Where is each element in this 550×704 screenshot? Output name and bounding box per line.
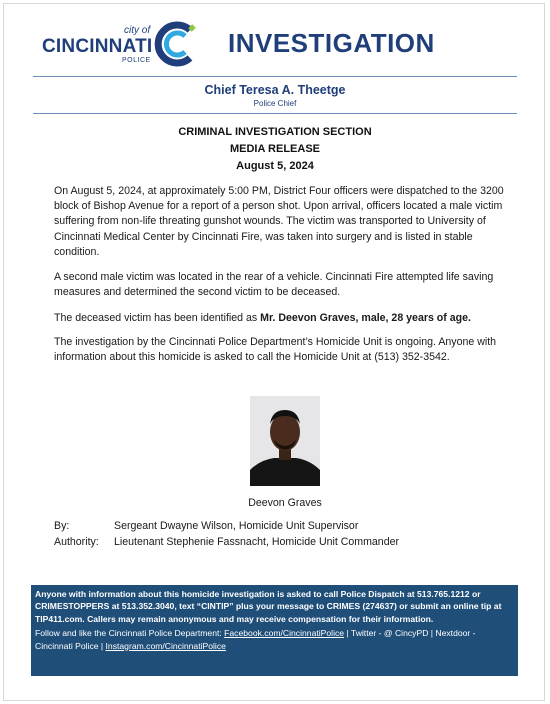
tip-instructions: Anyone with information about this homicide investigation is asked to call Police Dispatch at 513.765.1212 or CRIMESTOPPERS at 513.352.3040, text “CINTIP” plus your message to CRIMES (274637) or submit an online tip at TIP411.com. Callers may remain anonymous and may receive compensation for their information. (35, 589, 502, 624)
logo-city-of: city of (124, 25, 151, 36)
header-divider-top (33, 76, 517, 77)
victim-portrait-image (250, 396, 320, 486)
chief-name: Chief Teresa A. Theetge (204, 83, 346, 97)
release-type: MEDIA RELEASE (229, 143, 321, 155)
page-headline: INVESTIGATION (228, 28, 435, 58)
logo-police: POLICE (122, 57, 151, 64)
credit-authority-value: Lieutenant Stephenie Fassnacht, Homicide Unit Commander (114, 536, 400, 548)
follow-lead: Follow and like the Cincinnati Police Department: (35, 628, 225, 639)
chief-title: Police Chief (253, 99, 297, 108)
credit-authority-label: Authority: (54, 536, 99, 548)
facebook-link[interactable]: Facebook.com/CincinnatiPolice (224, 628, 345, 639)
identification-lead: The deceased victim has been identified as (54, 312, 261, 324)
paragraph-identification (54, 311, 516, 326)
instagram-link[interactable]: Instagram.com/CincinnatiPolice (105, 640, 226, 651)
twitter-nextdoor-text: | Twitter - @ CincyPD | Nextdoor - Cincinnati Police | (35, 628, 476, 651)
cincinnati-police-logo (42, 21, 202, 67)
victim-photo (250, 396, 320, 486)
photo-caption: Deevon Graves (248, 497, 322, 509)
credit-by-value: Sergeant Dwayne Wilson, Homicide Unit Supervisor (114, 520, 359, 532)
header-divider-bottom (33, 113, 517, 114)
victim-identity: Mr. Deevon Graves, male, 28 years of age. (260, 312, 471, 324)
tip-footer-box (31, 585, 518, 676)
credit-by-label: By: (54, 520, 70, 532)
release-date: August 5, 2024 (236, 160, 314, 172)
paragraph-second-victim-text: A second male victim was located in the rear of a vehicle. Cincinnati Fire attempted life saving measures and determined the second victim to be deceased. (54, 271, 494, 299)
logo-c-mark-icon (152, 21, 198, 67)
paragraph-investigation-text: The investigation by the Cincinnati Police Department’s Homicide Unit is ongoing. Anyone with information about this homicide is asked to call the Homicide Unit at (513) 352-3542. (54, 336, 497, 364)
section-title: CRIMINAL INVESTIGATION SECTION (178, 126, 372, 138)
paragraph-second-victim (54, 270, 516, 300)
paragraph-investigation (54, 335, 516, 365)
paragraph-incident-text: On August 5, 2024, at approximately 5:00 PM, District Four officers were dispatched to the 3200 block of Bishop Avenue for a report of a person shot. Upon arrival, officers located a male victim suffering from non-life threating gunshot wounds. The victim was transported to University of Cincinnati Medical Center by Cincinnati Fire, was taken into surgery and is listed in stable condition. (54, 185, 504, 258)
paragraph-incident (54, 184, 516, 260)
social-links (35, 627, 514, 652)
logo-wordmark: CINCINNATI (42, 36, 153, 57)
